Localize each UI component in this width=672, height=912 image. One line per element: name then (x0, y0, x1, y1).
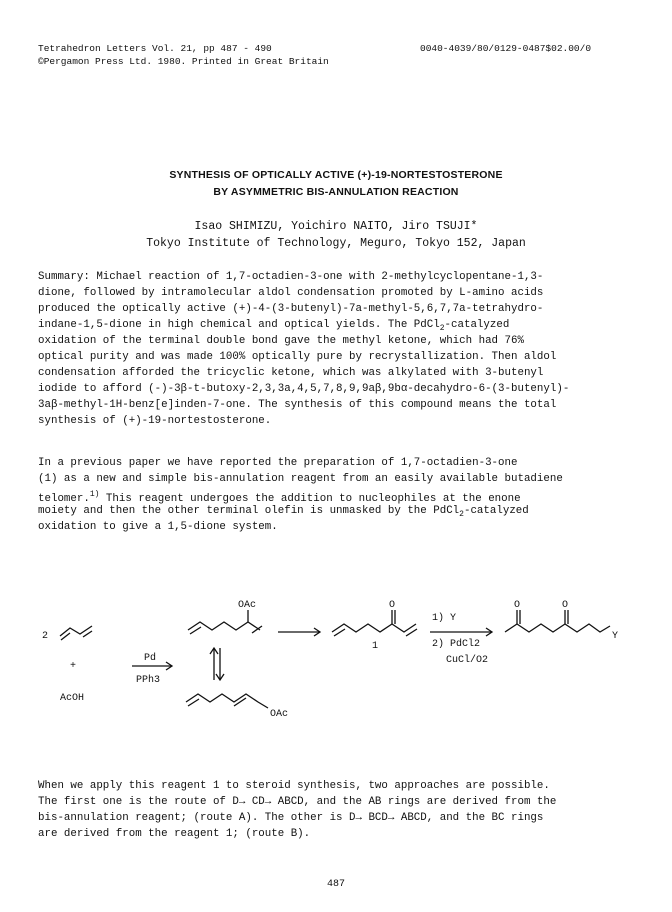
summary-text: indane-1,5-dione in high chemical and optical yields. The PdCl (38, 319, 440, 331)
scheme-bonds (60, 610, 610, 708)
body-line: bis-annulation reagent; (route A). The other is D→ BCD→ ABCD, and the BC rings (38, 812, 544, 824)
summary-line: condensation afforded the tricyclic ketone, which was alkylated with 3-butenyl (38, 367, 544, 379)
publisher-line: ©Pergamon Press Ltd. 1980. Printed in Great Britain (38, 56, 329, 67)
journal-citation: Tetrahedron Letters Vol. 21, pp 487 - 490 (38, 43, 272, 54)
step-3-label: CuCl/O2 (446, 655, 489, 666)
summary-line: optical purity and was made 100% optically pure by recrystallization. Then aldol (38, 351, 557, 363)
body-text: telomer. (38, 493, 90, 505)
subscript: 2 (459, 510, 464, 519)
step-2-label: 2) PdCl2 (432, 639, 481, 650)
body-line: (1) as a new and simple bis-annulation reagent from an easily available butadiene (38, 473, 563, 485)
body-line: The first one is the route of D→ CD→ ABCD, and the AB rings are derived from the (38, 796, 557, 808)
summary-line: 3aβ-methyl-1H-benz[e]inden-7-one. The synthesis of this compound means the total (38, 399, 557, 411)
summary-line: dione, followed by intramolecular aldol condensation promoted by L-amino acids (38, 287, 544, 299)
body-line: When we apply this reagent 1 to steroid synthesis, two approaches are possible. (38, 780, 550, 792)
summary-line: oxidation of the terminal double bond gave the methyl ketone, which had 76% (38, 335, 524, 347)
body-text: moiety and then the other terminal olefin is unmasked by the PdCl (38, 505, 460, 517)
acetic-acid-label: AcOH (60, 693, 85, 704)
oac-label: OAc (270, 709, 289, 720)
compound-1-label: 1 (372, 641, 379, 652)
compound-1-structure (332, 624, 416, 632)
ligand-label: PPh3 (136, 675, 161, 686)
body-text: -catalyzed (463, 505, 529, 517)
article-title-line-2: BY ASYMMETRIC BIS-ANNULATION REACTION (213, 186, 459, 198)
summary-line: iodide to afford (-)-3β-t-butoxy-2,3,3a,4,5,7,8,9,9aβ,9bα-decahydro-6-(3-butenyl)- (38, 383, 570, 395)
summary-line: produced the optically active (+)-4-(3-butenyl)-7a-methyl-5,6,7,7a-tetrahydro- (38, 303, 544, 315)
reference-mark: 1) (89, 490, 100, 499)
body-line: In a previous paper we have reported the preparation of 1,7-octadien-3-one (38, 457, 518, 469)
scheme-labels (42, 600, 618, 720)
double-bond (83, 631, 92, 637)
reaction-scheme (0, 590, 672, 730)
reactant-coefficient: 2 (42, 631, 49, 642)
page-number: 487 (326, 879, 345, 890)
article-code: 0040-4039/80/0129-0487$02.00/0 (420, 43, 592, 54)
author-affiliation: Tokyo Institute of Technology, Meguro, Tokyo 152, Japan (146, 237, 526, 250)
oxygen-label: O (562, 600, 569, 611)
dione-structure (505, 624, 610, 632)
double-bond (234, 698, 246, 706)
subscript: 2 (439, 324, 445, 333)
body-line: are derived from the reagent 1; (route B). (38, 828, 311, 840)
oxygen-label: O (389, 600, 396, 611)
summary-line: synthesis of (+)-19-nortestosterone. (38, 415, 272, 427)
summary-text: -catalyzed (444, 319, 510, 331)
body-text: This reagent undergoes the addition to nucleophiles at the enone (99, 493, 521, 505)
summary-line: Summary: Michael reaction of 1,7-octadien-3-one with 2-methylcyclopentane-1,3- (38, 271, 544, 283)
body-line: oxidation to give a 1,5-dione system. (38, 521, 278, 533)
linear-telomer-structure (186, 694, 268, 708)
oac-label: OAc (238, 600, 257, 611)
catalyst-label: Pd (144, 653, 157, 664)
double-bond (252, 626, 262, 633)
article-title-line-1: SYNTHESIS OF OPTICALLY ACTIVE (+)-19-NORTESTOSTERONE (169, 169, 503, 181)
oxygen-label: O (514, 600, 521, 611)
author-names: Isao SHIMIZU, Yoichiro NAITO, Jiro TSUJI* (194, 220, 478, 233)
plus-sign: + (70, 661, 77, 672)
step-1-label: 1) Y (432, 613, 457, 624)
substituent-y-label: Y (612, 631, 619, 642)
